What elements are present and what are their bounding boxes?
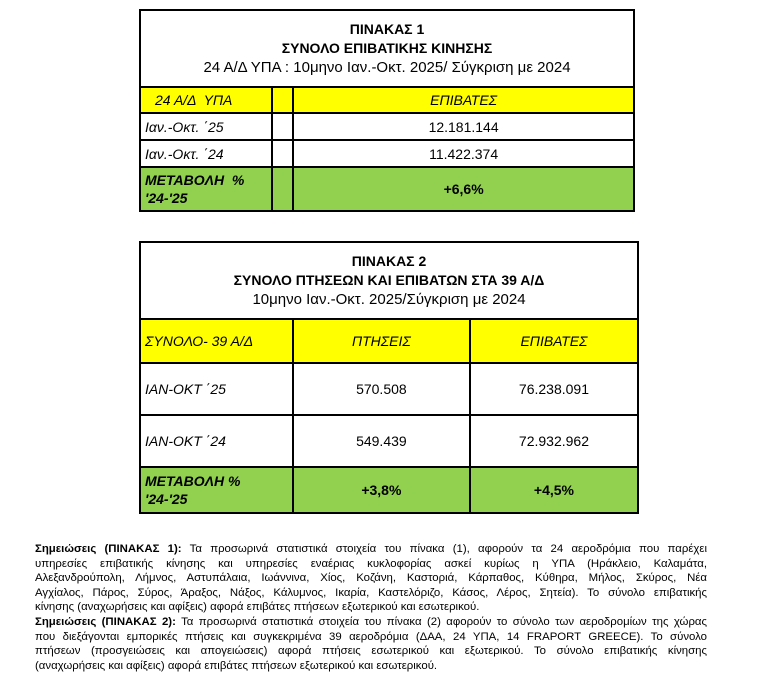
flights-change-value: +3,8% (293, 467, 470, 513)
note-2-heading: Σημειώσεις (ΠΙΝΑΚΑΣ 2): (35, 615, 176, 628)
change-label (140, 467, 293, 513)
table-1-col-empty (272, 87, 293, 113)
note-2-text: Τα προσωρινά στατιστικά στοιχεία του πίνακα (2) αφορούν το σύνολο των αεροδρομίων της χώρας (175, 615, 707, 628)
note-1-heading: Σημειώσεις (ΠΙΝΑΚΑΣ 1): (35, 543, 182, 555)
flights-value: 549.439 (293, 415, 470, 467)
passengers-value: 12.181.144 (293, 113, 634, 140)
row-label: Ιαν.-Οκτ. ΄25 (140, 113, 272, 140)
table-2-col-passengers: ΕΠΙΒΑΤΕΣ (470, 319, 638, 363)
note-1-line: υπηρεσίες επιβατικής κίνησης και υπηρεσίες εναέριας κυκλοφορίας ασκεί κυρίως η ΥΠΑ (Ηράκλειο, Καλαμάτα, (35, 557, 707, 570)
note-1-line: Αγχίαλος, Πάρος, Σύρος, Άραξος, Νάξος, Κάλυμνος, Ικαρία, Καστελόριζο, Κάσος, Λέρος, Σητεία). Το σύνολο επιβατικής (35, 586, 707, 599)
table-row (140, 113, 634, 140)
table-2-col-airports: ΣΥΝΟΛΟ- 39 Α/Δ (140, 319, 293, 363)
passengers-value: 76.238.091 (470, 363, 638, 415)
table-1-change-row (140, 167, 634, 211)
table-2-change-row (140, 467, 638, 513)
change-label-line2: '24-'25 (145, 190, 188, 206)
table-2-period: 10μηνο Ιαν.-Οκτ. 2025/Σύγκριση με 2024 (252, 291, 526, 308)
table-1-period: 24 Α/Δ ΥΠΑ : 10μηνο Ιαν.-Οκτ. 2025/ Σύγκριση με 2024 (203, 59, 571, 76)
empty-cell (272, 167, 293, 211)
table-2-flights-passengers (139, 241, 639, 514)
empty-cell (272, 113, 293, 140)
passengers-value: 11.422.374 (293, 140, 634, 167)
table-1-header (140, 10, 634, 87)
change-label-line2: '24-'25 (145, 491, 188, 507)
table-row (140, 415, 638, 467)
note-1-line: Αλεξανδρούπολη, Λήμνος, Αστυπάλαια, Ιωάννινα, Χίος, Κοζάνη, Καστοριά, Κάρπαθος, Κύθηρα, Μήλος, Σκύρος, Νέα (35, 572, 707, 585)
row-label: ΙΑΝ-ΟΚΤ ΄25 (140, 363, 293, 415)
note-2-line (35, 615, 707, 630)
note-2-line: που διεξάγονται εμπορικές πτήσεις και συγκεκριμένα 39 αεροδρόμια (ΔΑΑ, 24 ΥΠΑ, 14 FRAPORT GREECE). Το σύνολο (35, 630, 707, 643)
table-1-title: ΠΙΝΑΚΑΣ 1 (349, 21, 425, 37)
empty-cell (272, 140, 293, 167)
note-1-line: κίνησης (αναχωρήσεις και αφίξεις) αφορά επιβάτες πτήσεων εξωτερικού και εσωτερικού. (35, 601, 480, 614)
note-2-line: πτήσεων (προσγειώσεις και απογειώσεις) αφορά πτήσεις εσωτερικού και εξωτερικού. Το σύνολο επιβατικής κίνησης (35, 645, 707, 658)
row-label: ΙΑΝ-ΟΚΤ ΄24 (140, 415, 293, 467)
table-1-subtitle: ΣΥΝΟΛΟ ΕΠΙΒΑΤΙΚΗΣ ΚΙΝΗΣΗΣ (281, 40, 493, 56)
table-1-passenger-traffic (139, 9, 635, 212)
table-2-title: ΠΙΝΑΚΑΣ 2 (351, 253, 427, 269)
change-label-line1: ΜΕΤΑΒΟΛΗ % (145, 473, 241, 489)
change-label (140, 167, 272, 211)
table-2-header (140, 242, 638, 319)
table-2-col-flights: ΠΤΗΣΕΙΣ (293, 319, 470, 363)
flights-value: 570.508 (293, 363, 470, 415)
table-row (140, 363, 638, 415)
note-2-line: (αναχωρήσεις και αφίξεις) αφορά επιβάτες πτήσεων εξωτερικού και εσωτερικού. (35, 659, 438, 672)
passengers-value: 72.932.962 (470, 415, 638, 467)
table-1-col-airports: 24 Α/Δ ΥΠΑ (140, 87, 272, 113)
table-row (140, 140, 634, 167)
passengers-change-value: +6,6% (293, 167, 634, 211)
table-1-col-passengers: ΕΠΙΒΑΤΕΣ (293, 87, 634, 113)
change-label-line1: ΜΕΤΑΒΟΛΗ % (145, 172, 245, 188)
footnotes (35, 542, 707, 673)
row-label: Ιαν.-Οκτ. ΄24 (140, 140, 272, 167)
table-2-subtitle: ΣΥΝΟΛΟ ΠΤΗΣΕΩΝ ΚΑΙ ΕΠΙΒΑΤΩΝ ΣΤΑ 39 Α/Δ (233, 272, 545, 288)
passengers-change-value: +4,5% (470, 467, 638, 513)
note-1-text: Τα προσωρινά στατιστικά στοιχεία του πίνακα (1), αφορούν τα 24 αεροδρόμια που παρέχει (181, 543, 707, 555)
table-2-column-headers (140, 319, 638, 363)
table-1-column-headers (140, 87, 634, 113)
note-1-line (35, 542, 707, 557)
